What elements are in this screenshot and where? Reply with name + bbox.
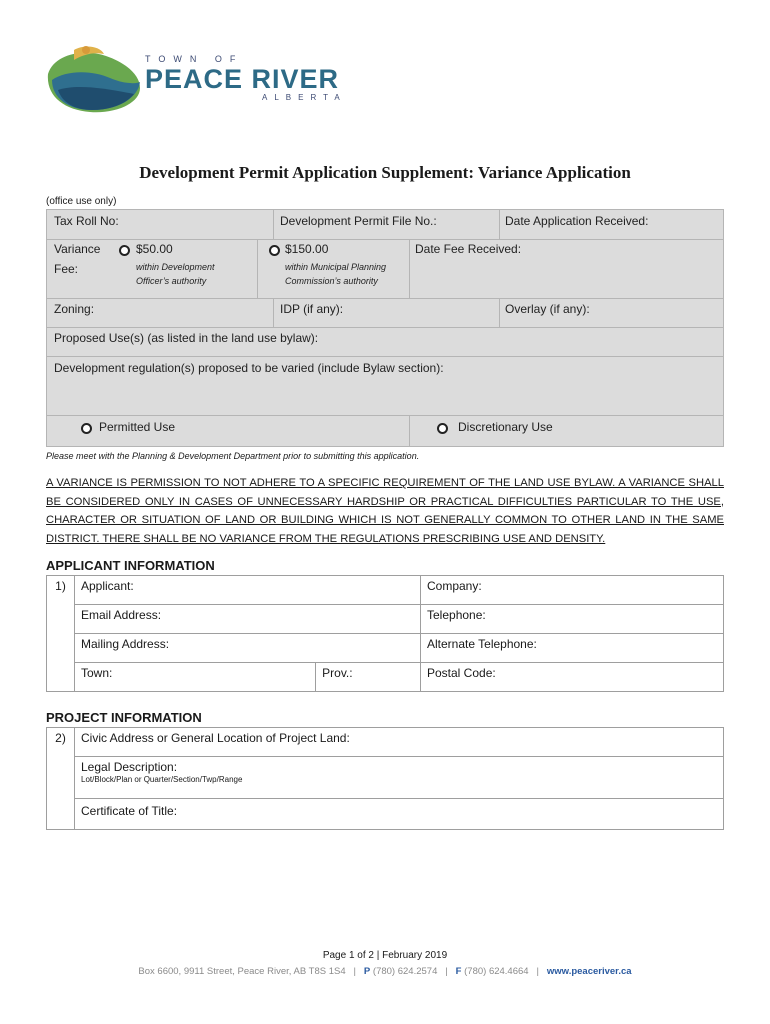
applicant-number: 1) xyxy=(47,576,75,692)
fee-50-note-2: Officer’s authority xyxy=(136,276,207,286)
civic-address-label: Civic Address or General Location of Project Land: xyxy=(81,731,350,745)
footer-separator: | xyxy=(536,966,539,977)
project-number: 2) xyxy=(47,728,75,830)
page-number: Page 1 of 2 | February 2019 xyxy=(322,950,448,961)
project-table xyxy=(46,727,724,830)
date-fee-label: Date Fee Received: xyxy=(415,242,522,256)
email-label: Email Address: xyxy=(81,608,162,622)
discretionary-use-radio[interactable] xyxy=(437,423,448,434)
applicant-heading: APPLICANT INFORMATION xyxy=(46,558,215,573)
footer-contact xyxy=(0,966,770,977)
fee-50-radio[interactable] xyxy=(119,245,130,256)
fee-150-radio[interactable] xyxy=(269,245,280,256)
footer-phone: (780) 624.2574 xyxy=(372,966,438,977)
discretionary-use-label: Discretionary Use xyxy=(458,420,553,434)
zoning-label: Zoning: xyxy=(54,302,95,316)
regulations-label: Development regulation(s) proposed to be varied (include Bylaw section): xyxy=(54,361,444,375)
fee-150-note-2: Commission’s authority xyxy=(285,276,378,286)
proposed-use-label: Proposed Use(s) (as listed in the land use bylaw): xyxy=(54,331,319,345)
legal-description-label: Legal Description: xyxy=(81,760,178,774)
fee-label: Fee: xyxy=(54,262,79,276)
applicant-table xyxy=(46,575,724,692)
logo-name: PEACE RIVER xyxy=(145,64,340,94)
mailing-address-label: Mailing Address: xyxy=(81,637,170,651)
prov-field[interactable] xyxy=(316,663,421,692)
footer-separator: | xyxy=(445,966,448,977)
overlay-label: Overlay (if any): xyxy=(505,302,590,316)
company-field[interactable] xyxy=(421,576,724,605)
phone-prefix: P xyxy=(363,966,371,977)
civic-address-field[interactable] xyxy=(75,728,724,757)
certificate-of-title-field[interactable] xyxy=(75,799,724,830)
town-field[interactable] xyxy=(75,663,316,692)
variance-definition: A VARIANCE IS PERMISSION TO NOT ADHERE TO A SPECIFIC REQUIREMENT OF THE LAND USE BYLAW. A VARIANCE SHALL BE CONSIDERED ONLY IN CASES OF UNNECESSARY HARDSHIP OR PRACTICAL DIFFICULTIES PARTICULAR TO THE USE, CHARACTER OR SITUATION OF LAND OR BUILDING WHICH IS NOT GENERALLY COMMON TO OTHER LAND IN THE SAME DISTRICT. THERE SHALL BE NO VARIANCE FROM THE REGULATIONS PRESCRIBING USE AND DENSITY. xyxy=(46,477,724,545)
postal-code-field[interactable] xyxy=(421,663,724,692)
project-heading: PROJECT INFORMATION xyxy=(46,710,202,725)
alt-telephone-field[interactable] xyxy=(421,634,724,663)
fax-prefix: F xyxy=(455,966,462,977)
office-use-label: (office use only) xyxy=(46,196,117,207)
town-label: Town: xyxy=(81,666,113,680)
company-label: Company: xyxy=(427,579,482,593)
alt-telephone-label: Alternate Telephone: xyxy=(427,637,537,651)
fee-50-note-1: within Development xyxy=(136,262,215,272)
footer-separator: | xyxy=(353,966,356,977)
page-title: Development Permit Application Supplement: Variance Application xyxy=(139,163,631,182)
fee-150-amount: $150.00 xyxy=(285,242,329,256)
legal-description-hint: Lot/Block/Plan or Quarter/Section/Twp/Range xyxy=(81,775,243,784)
postal-code-label: Postal Code: xyxy=(427,666,496,680)
fee-150-note-1: within Municipal Planning xyxy=(285,262,387,272)
date-received-label: Date Application Received: xyxy=(505,214,649,228)
tax-roll-label: Tax Roll No: xyxy=(54,214,119,228)
footer-address: Box 6600, 9911 Street, Peace River, AB T8S 1S4 xyxy=(138,966,346,977)
permitted-use-radio[interactable] xyxy=(81,423,92,434)
mailing-address-field[interactable] xyxy=(75,634,421,663)
fee-50-amount: $50.00 xyxy=(136,242,173,256)
legal-description-field[interactable] xyxy=(75,757,724,799)
logo-town-of: TOWN OF xyxy=(145,54,244,64)
email-field[interactable] xyxy=(75,605,421,634)
prov-label: Prov.: xyxy=(322,666,353,680)
footer-fax: (780) 624.4664 xyxy=(464,966,529,977)
website-link[interactable]: www.peaceriver.ca xyxy=(546,966,632,977)
applicant-label: Applicant: xyxy=(81,579,134,593)
variance-fee-label: Variance xyxy=(54,242,101,256)
meet-note: Please meet with the Planning & Development Department prior to submitting this application. xyxy=(46,451,420,461)
certificate-of-title-label: Certificate of Title: xyxy=(81,804,178,818)
telephone-field[interactable] xyxy=(421,605,724,634)
dp-file-label: Development Permit File No.: xyxy=(280,214,437,228)
permitted-use-label: Permitted Use xyxy=(99,420,176,434)
idp-label: IDP (if any): xyxy=(280,302,344,316)
applicant-field[interactable] xyxy=(75,576,421,605)
logo-province: ALBERTA xyxy=(262,93,347,102)
office-use-grid xyxy=(46,209,724,447)
telephone-label: Telephone: xyxy=(427,608,486,622)
